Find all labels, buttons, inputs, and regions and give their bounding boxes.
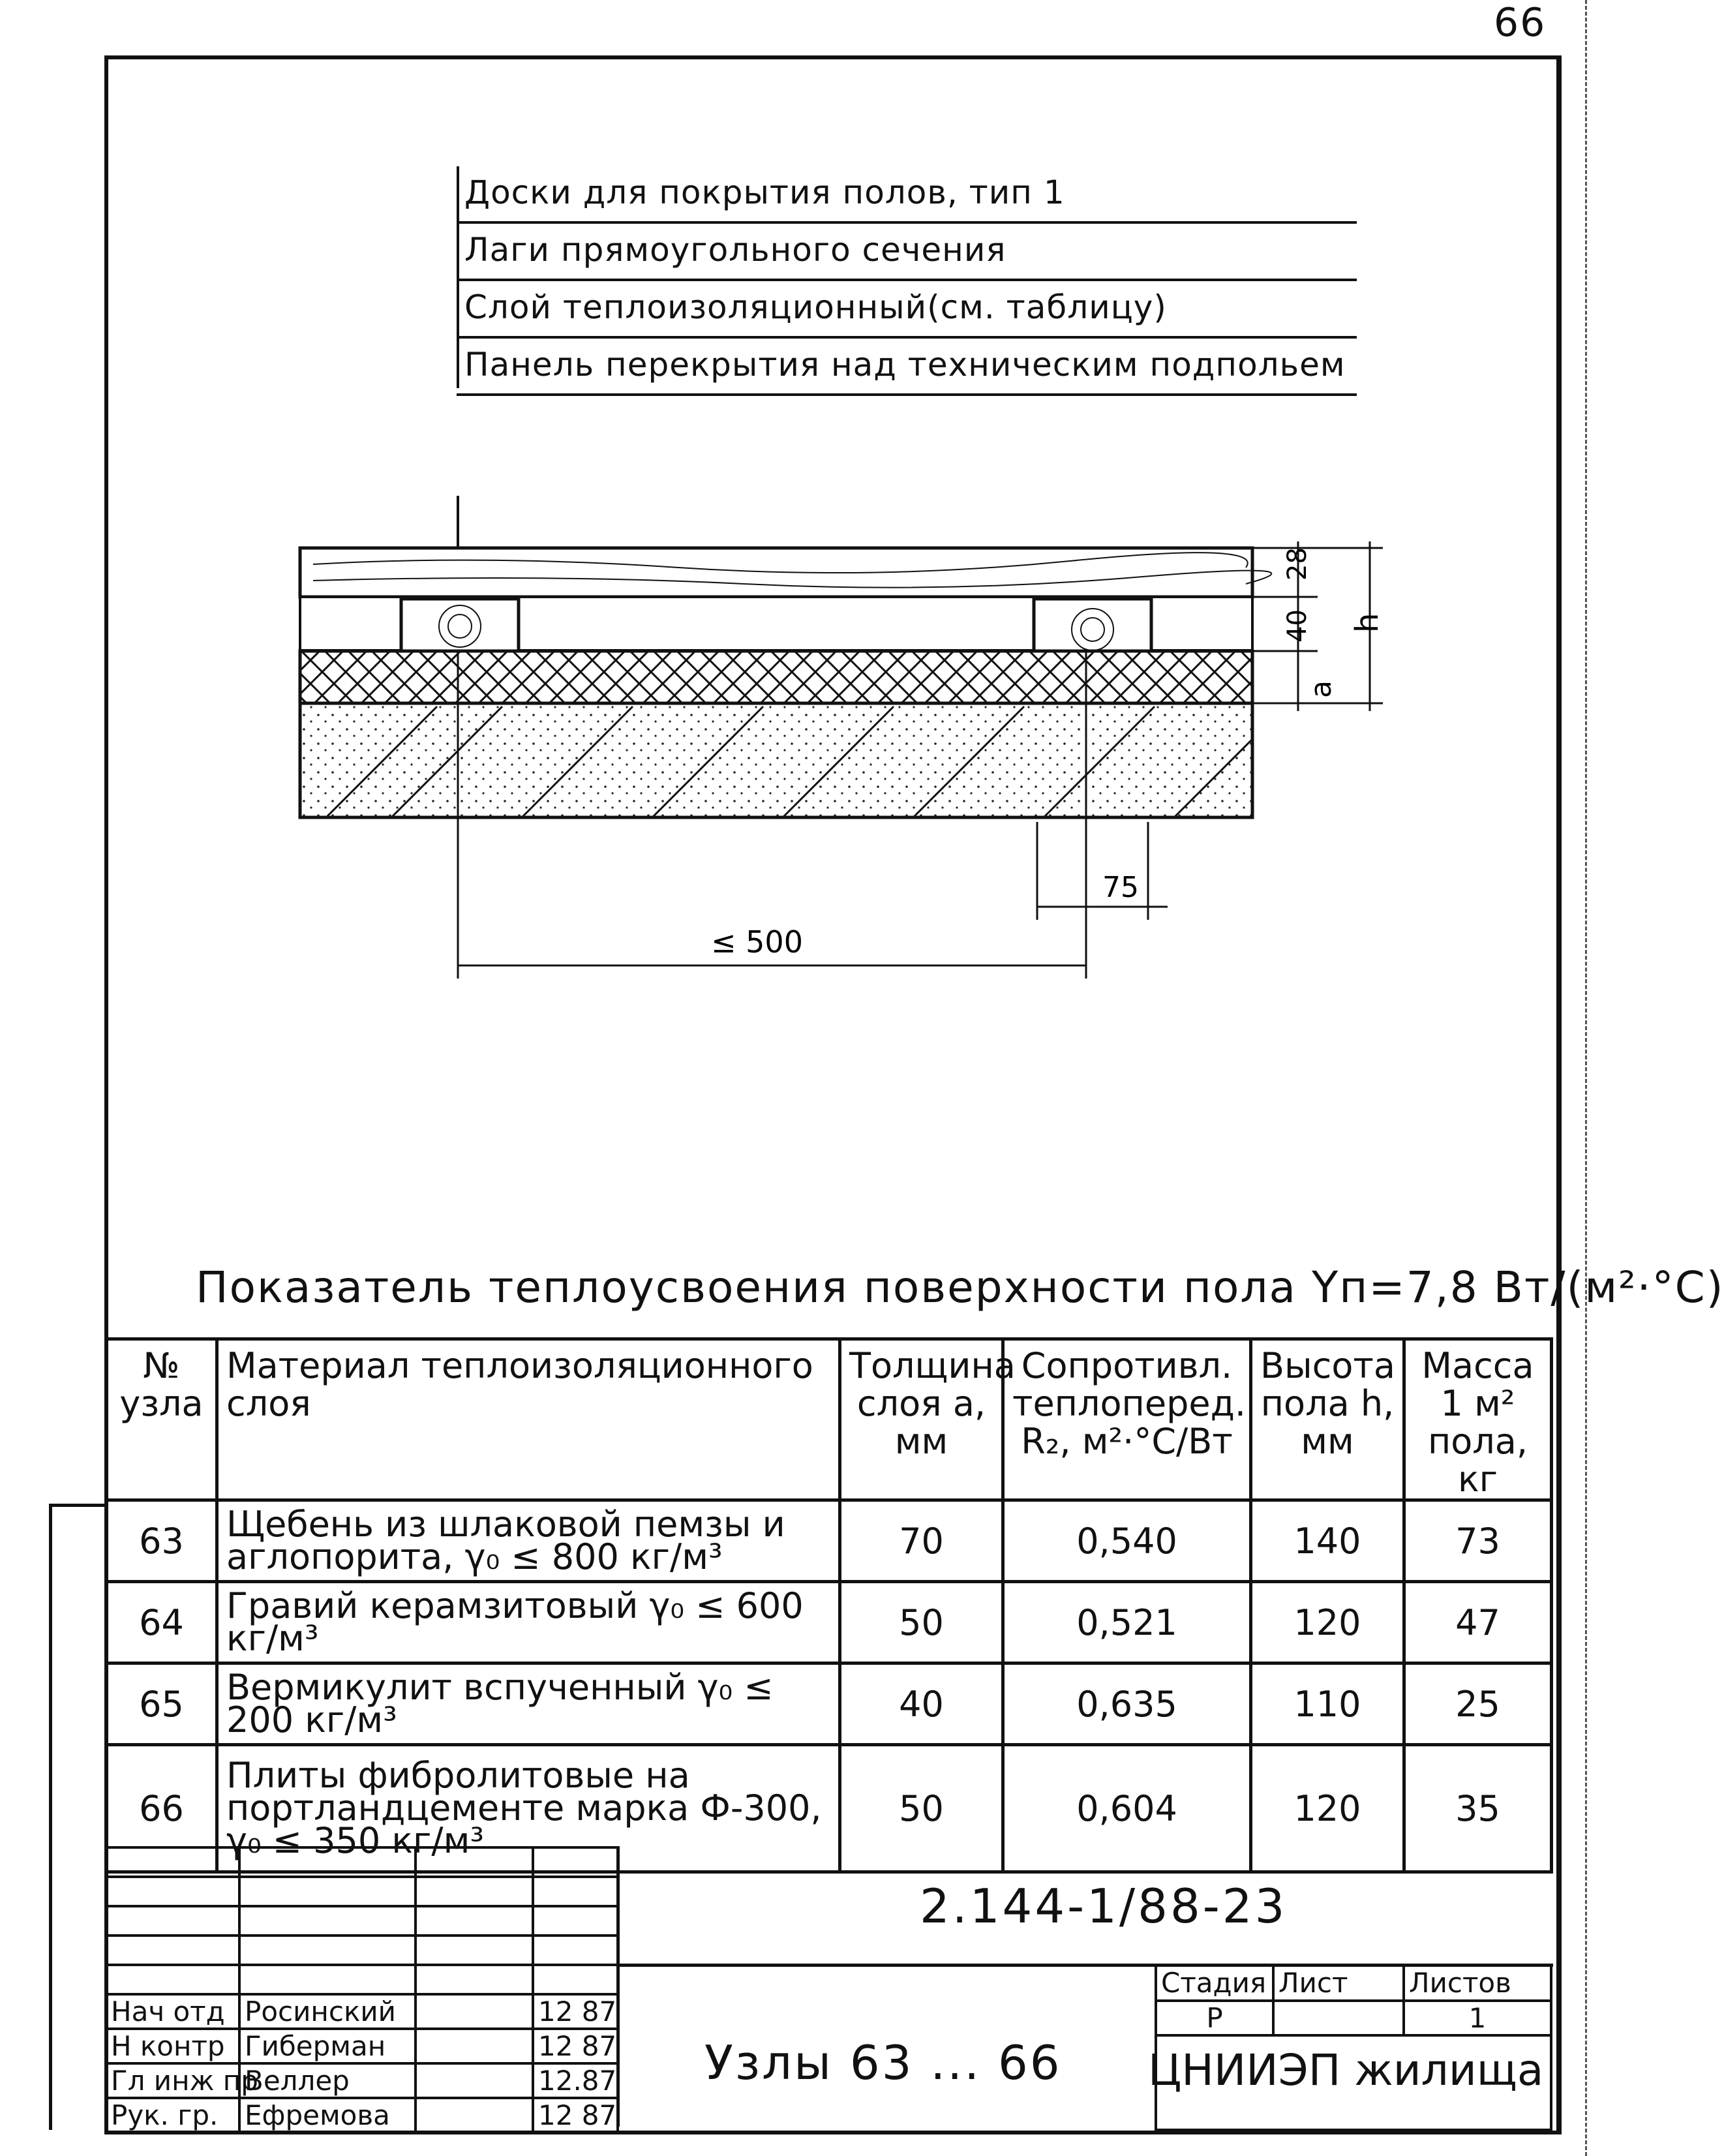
cell-mass: 35: [1404, 1745, 1552, 1872]
cell-material: Гравий керамзитовый γ₀ ≤ 600 кг/м³: [217, 1582, 840, 1663]
cell-node: 63: [106, 1500, 217, 1582]
signatory-date: 12 87: [533, 2098, 618, 2133]
margin-bracket: [49, 1504, 108, 2130]
table-row: [106, 1663, 1552, 1745]
header-thickness: Толщина слоя a, мм: [840, 1339, 1003, 1500]
cell-thickness: 50: [840, 1745, 1003, 1872]
cell-material: Вермикулит вспученный γ₀ ≤ 200 кг/м³: [217, 1663, 840, 1745]
insulation-layer: [300, 651, 1252, 703]
label-floor-boards: Доски для покрытия полов, тип 1: [457, 166, 1357, 224]
header-mass: Масса 1 м² пола, кг: [1404, 1339, 1552, 1500]
signature: [416, 2029, 533, 2063]
signatory-row: [106, 2029, 618, 2063]
signatory-name: Гиберман: [239, 2029, 416, 2063]
cell-mass: 47: [1404, 1582, 1552, 1663]
cell-mass: 73: [1404, 1500, 1552, 1582]
table-row: [106, 1500, 1552, 1582]
sheet-title: Узлы 63 ... 66: [704, 2035, 1062, 2090]
label-joists: Лаги прямоугольного сечения: [457, 224, 1357, 281]
organization-name: ЦНИИЭП жилища: [1148, 2045, 1544, 2095]
header-resistance: Сопротивл. теплоперед. R₂, м²·°С/Вт: [1003, 1339, 1251, 1500]
joist-left: [401, 599, 519, 651]
cell-thickness: 50: [840, 1582, 1003, 1663]
layer-labels: [457, 166, 1357, 396]
sheets-value: 1: [1404, 2001, 1551, 2035]
cell-node: 66: [106, 1745, 217, 1872]
signatory-name: Веллер: [239, 2063, 416, 2098]
signatory-name: Ефремова: [239, 2098, 416, 2133]
cell-resistance: 0,604: [1003, 1745, 1251, 1872]
sheet-label: Лист: [1273, 1965, 1404, 2001]
signatory-role: Нач отд: [106, 1994, 239, 2029]
dim-500: ≤ 500: [711, 924, 803, 960]
floor-section-drawing: [287, 496, 1435, 998]
cell-resistance: 0,635: [1003, 1663, 1251, 1745]
cell-mass: 25: [1404, 1663, 1552, 1745]
cell-node: 65: [106, 1663, 217, 1745]
header-height: Высота пола h, мм: [1251, 1339, 1404, 1500]
cell-height: 110: [1251, 1663, 1404, 1745]
stage-label: Стадия: [1156, 1965, 1273, 2001]
header-node: № узла: [106, 1339, 217, 1500]
dim-75: 75: [1102, 871, 1139, 904]
heat-absorption-index: Показатель теплоусвоения поверхности пола Yп=7,8 Вт/(м²·°С): [196, 1262, 1724, 1313]
signatory-row: [106, 1994, 618, 2029]
cell-thickness: 70: [840, 1500, 1003, 1582]
dim-h: h: [1349, 613, 1385, 633]
signatory-date: 12.87: [533, 2063, 618, 2098]
signatory-date: 12 87: [533, 1994, 618, 2029]
cell-height: 140: [1251, 1500, 1404, 1582]
table-row: [106, 1582, 1552, 1663]
cell-resistance: 0,521: [1003, 1582, 1251, 1663]
signature: [416, 2063, 533, 2098]
signature: [416, 2098, 533, 2133]
cell-node: 64: [106, 1582, 217, 1663]
dim-a: a: [1305, 680, 1338, 698]
dim-28: 28: [1282, 547, 1312, 581]
signatory-row: [106, 2098, 618, 2133]
cell-thickness: 40: [840, 1663, 1003, 1745]
signatory-date: 12 87: [533, 2029, 618, 2063]
label-slab: Панель перекрытия над техническим подпольем: [457, 339, 1357, 396]
cell-material: Плиты фибролитовые на портландцементе марка Ф-300, γ₀ ≤ 350 кг/м³: [217, 1745, 840, 1872]
signatory-role: Гл инж пр: [106, 2063, 239, 2098]
stage-value: Р: [1156, 2001, 1273, 2035]
cell-height: 120: [1251, 1745, 1404, 1872]
signature: [416, 1994, 533, 2029]
sheet-number: 66: [1494, 0, 1547, 46]
signatory-role: Н контр: [106, 2029, 239, 2063]
joist-right: [1034, 599, 1151, 651]
signatory-name: Росинский: [239, 1994, 416, 2029]
header-material: Материал теплоизоляционного слоя: [217, 1339, 840, 1500]
sheets-label: Листов: [1404, 1965, 1551, 2001]
trim-line: [1585, 0, 1590, 2156]
signatory-row: [106, 2063, 618, 2098]
cell-material: Щебень из шлаковой пемзы и аглопорита, γ₀ ≤ 800 кг/м³: [217, 1500, 840, 1582]
cell-resistance: 0,540: [1003, 1500, 1251, 1582]
label-insulation: Слой теплоизоляционный(см. таблицу): [457, 281, 1357, 339]
document-number: 2.144-1/88-23: [920, 1879, 1288, 1934]
materials-table: [104, 1337, 1553, 1874]
dim-40: 40: [1282, 609, 1312, 643]
cell-height: 120: [1251, 1582, 1404, 1663]
slab-panel: [300, 703, 1252, 817]
signatory-role: Рук. гр.: [106, 2098, 239, 2133]
revision-grid: [104, 1846, 619, 2134]
